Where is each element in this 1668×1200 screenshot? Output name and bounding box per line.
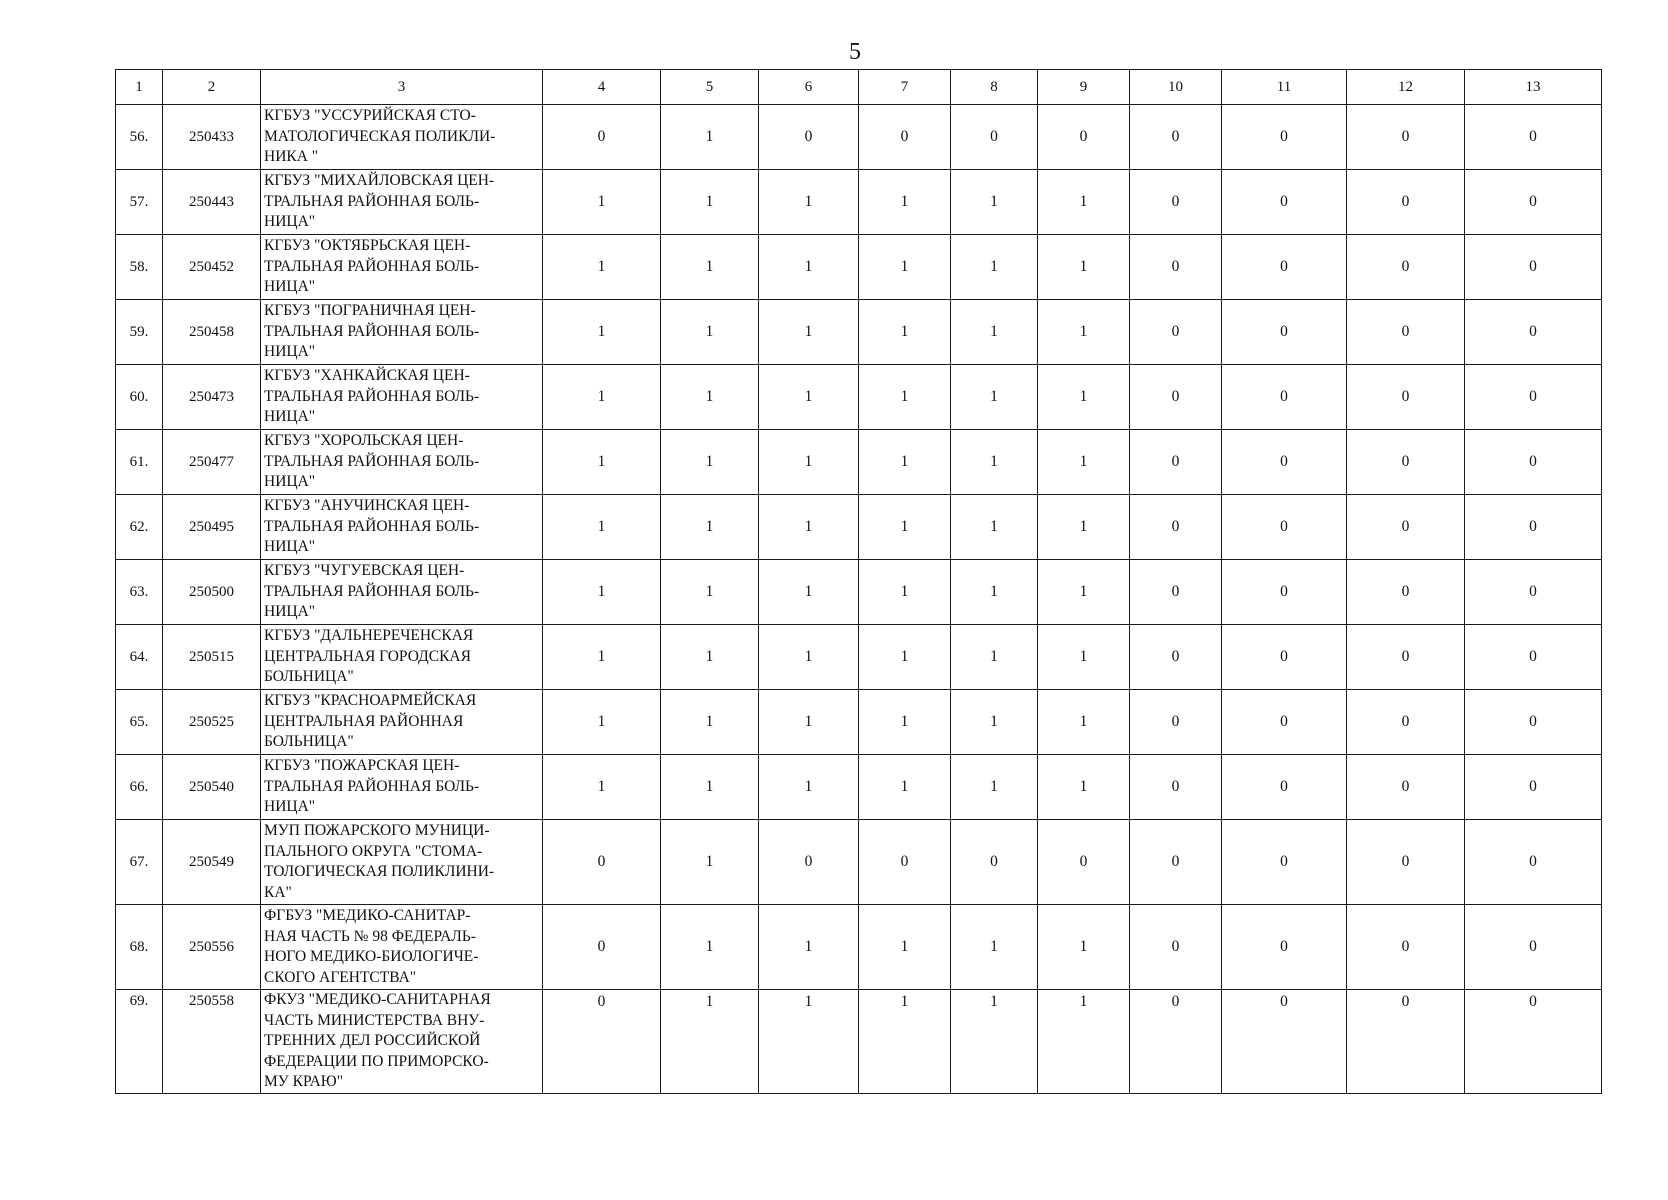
- organization-name: КГБУЗ "КРАСНОАРМЕЙСКАЯ ЦЕНТРАЛЬНАЯ РАЙОННАЯ БОЛЬНИЦА": [261, 690, 543, 755]
- organization-name: КГБУЗ "ХАНКАЙСКАЯ ЦЕН- ТРАЛЬНАЯ РАЙОННАЯ БОЛЬ- НИЦА": [261, 365, 543, 430]
- value-cell: 1: [661, 365, 759, 430]
- table-row: [116, 905, 1602, 990]
- column-header: 5: [661, 70, 759, 105]
- value-cell: 1: [1038, 560, 1130, 625]
- organization-name: КГБУЗ "АНУЧИНСКАЯ ЦЕН- ТРАЛЬНАЯ РАЙОННАЯ БОЛЬ- НИЦА": [261, 495, 543, 560]
- value-cell: 1: [859, 625, 951, 690]
- value-cell: 0: [1465, 235, 1602, 300]
- value-cell: 0: [1222, 625, 1347, 690]
- value-cell: 1: [661, 170, 759, 235]
- table-row: [116, 430, 1602, 495]
- organization-code: 250558: [163, 990, 261, 1094]
- value-cell: 1: [859, 365, 951, 430]
- value-cell: 1: [1038, 625, 1130, 690]
- header-row: [116, 70, 1602, 105]
- value-cell: 0: [1130, 560, 1222, 625]
- value-cell: 1: [661, 990, 759, 1094]
- value-cell: 1: [1038, 235, 1130, 300]
- value-cell: 1: [661, 105, 759, 170]
- value-cell: 0: [1130, 170, 1222, 235]
- value-cell: 0: [543, 990, 661, 1094]
- value-cell: 0: [1465, 365, 1602, 430]
- value-cell: 0: [1465, 820, 1602, 905]
- organization-name: КГБУЗ "ХОРОЛЬСКАЯ ЦЕН- ТРАЛЬНАЯ РАЙОННАЯ БОЛЬ- НИЦА": [261, 430, 543, 495]
- organization-name: ФКУЗ "МЕДИКО-САНИТАРНАЯ ЧАСТЬ МИНИСТЕРСТВА ВНУ- ТРЕННИХ ДЕЛ РОССИЙСКОЙ ФЕДЕРАЦИИ ПО ПРИМОРСКО- МУ КРАЮ": [261, 990, 543, 1094]
- value-cell: 1: [543, 365, 661, 430]
- value-cell: 0: [1130, 495, 1222, 560]
- page-number: 5: [849, 39, 861, 65]
- value-cell: 0: [1347, 365, 1465, 430]
- value-cell: 1: [543, 495, 661, 560]
- value-cell: 0: [1222, 820, 1347, 905]
- value-cell: 0: [1038, 820, 1130, 905]
- table-row: [116, 495, 1602, 560]
- value-cell: 0: [1222, 755, 1347, 820]
- organization-name: КГБУЗ "УССУРИЙСКАЯ СТО- МАТОЛОГИЧЕСКАЯ ПОЛИКЛИ- НИКА ": [261, 105, 543, 170]
- value-cell: 1: [543, 430, 661, 495]
- organization-code: 250495: [163, 495, 261, 560]
- value-cell: 1: [951, 905, 1038, 990]
- row-number: 65.: [116, 690, 163, 755]
- value-cell: 1: [661, 300, 759, 365]
- value-cell: 0: [1465, 625, 1602, 690]
- organization-name: КГБУЗ "ОКТЯБРЬСКАЯ ЦЕН- ТРАЛЬНАЯ РАЙОННАЯ БОЛЬ- НИЦА": [261, 235, 543, 300]
- column-header: 1: [116, 70, 163, 105]
- value-cell: 1: [759, 235, 859, 300]
- value-cell: 0: [1347, 690, 1465, 755]
- value-cell: 0: [1222, 990, 1347, 1094]
- organization-code: 250452: [163, 235, 261, 300]
- value-cell: 1: [759, 905, 859, 990]
- value-cell: 1: [1038, 365, 1130, 430]
- value-cell: 0: [1222, 690, 1347, 755]
- value-cell: 1: [1038, 690, 1130, 755]
- organization-code: 250443: [163, 170, 261, 235]
- value-cell: 0: [1347, 560, 1465, 625]
- value-cell: 1: [543, 560, 661, 625]
- value-cell: 1: [1038, 755, 1130, 820]
- value-cell: 1: [543, 170, 661, 235]
- column-header: 2: [163, 70, 261, 105]
- value-cell: 0: [1130, 755, 1222, 820]
- value-cell: 1: [543, 625, 661, 690]
- value-cell: 1: [543, 235, 661, 300]
- value-cell: 0: [1038, 105, 1130, 170]
- table-row: [116, 560, 1602, 625]
- value-cell: 1: [859, 560, 951, 625]
- value-cell: 1: [859, 170, 951, 235]
- value-cell: 0: [1347, 905, 1465, 990]
- value-cell: 0: [1347, 495, 1465, 560]
- table-body: [116, 105, 1602, 1094]
- value-cell: 0: [1465, 560, 1602, 625]
- value-cell: 0: [1222, 365, 1347, 430]
- value-cell: 0: [1130, 105, 1222, 170]
- column-header: 4: [543, 70, 661, 105]
- value-cell: 0: [1347, 170, 1465, 235]
- value-cell: 0: [1347, 625, 1465, 690]
- value-cell: 0: [1130, 990, 1222, 1094]
- value-cell: 1: [759, 690, 859, 755]
- value-cell: 1: [1038, 430, 1130, 495]
- value-cell: 1: [661, 905, 759, 990]
- value-cell: 1: [859, 690, 951, 755]
- value-cell: 1: [951, 430, 1038, 495]
- value-cell: 1: [859, 300, 951, 365]
- value-cell: 0: [1222, 105, 1347, 170]
- table-header: [116, 70, 1602, 105]
- value-cell: 1: [951, 755, 1038, 820]
- value-cell: 0: [543, 105, 661, 170]
- value-cell: 0: [1347, 300, 1465, 365]
- value-cell: 0: [1222, 560, 1347, 625]
- value-cell: 0: [1130, 365, 1222, 430]
- column-header: 11: [1222, 70, 1347, 105]
- value-cell: 0: [859, 820, 951, 905]
- value-cell: 1: [661, 560, 759, 625]
- organization-code: 250500: [163, 560, 261, 625]
- value-cell: 1: [1038, 300, 1130, 365]
- value-cell: 0: [759, 105, 859, 170]
- value-cell: 1: [951, 495, 1038, 560]
- row-number: 61.: [116, 430, 163, 495]
- value-cell: 1: [951, 235, 1038, 300]
- value-cell: 0: [1465, 690, 1602, 755]
- table-row: [116, 755, 1602, 820]
- value-cell: 1: [661, 820, 759, 905]
- value-cell: 0: [1465, 905, 1602, 990]
- value-cell: 1: [759, 365, 859, 430]
- value-cell: 1: [759, 755, 859, 820]
- value-cell: 1: [759, 560, 859, 625]
- column-header: 12: [1347, 70, 1465, 105]
- value-cell: 1: [661, 430, 759, 495]
- value-cell: 0: [951, 820, 1038, 905]
- table-row: [116, 170, 1602, 235]
- organization-name: КГБУЗ "ПОГРАНИЧНАЯ ЦЕН- ТРАЛЬНАЯ РАЙОННАЯ БОЛЬ- НИЦА": [261, 300, 543, 365]
- column-header: 9: [1038, 70, 1130, 105]
- value-cell: 0: [1130, 690, 1222, 755]
- value-cell: 1: [951, 625, 1038, 690]
- value-cell: 1: [1038, 170, 1130, 235]
- value-cell: 1: [859, 235, 951, 300]
- value-cell: 1: [759, 300, 859, 365]
- value-cell: 0: [1465, 170, 1602, 235]
- value-cell: 1: [951, 170, 1038, 235]
- value-cell: 0: [1465, 495, 1602, 560]
- value-cell: 0: [1347, 235, 1465, 300]
- organization-code: 250458: [163, 300, 261, 365]
- value-cell: 1: [661, 755, 759, 820]
- value-cell: 0: [1465, 990, 1602, 1094]
- value-cell: 0: [1222, 235, 1347, 300]
- value-cell: 0: [859, 105, 951, 170]
- table-row: [116, 365, 1602, 430]
- table-row: [116, 690, 1602, 755]
- column-header: 3: [261, 70, 543, 105]
- value-cell: 1: [859, 430, 951, 495]
- value-cell: 0: [1347, 430, 1465, 495]
- table-row: [116, 235, 1602, 300]
- organization-code: 250473: [163, 365, 261, 430]
- row-number: 58.: [116, 235, 163, 300]
- column-header: 8: [951, 70, 1038, 105]
- organization-code: 250477: [163, 430, 261, 495]
- value-cell: 1: [543, 755, 661, 820]
- value-cell: 1: [951, 990, 1038, 1094]
- value-cell: 1: [759, 495, 859, 560]
- value-cell: 1: [759, 990, 859, 1094]
- row-number: 68.: [116, 905, 163, 990]
- column-header: 6: [759, 70, 859, 105]
- value-cell: 1: [951, 560, 1038, 625]
- value-cell: 0: [951, 105, 1038, 170]
- organization-name: ФГБУЗ "МЕДИКО-САНИТАР- НАЯ ЧАСТЬ № 98 ФЕДЕРАЛЬ- НОГО МЕДИКО-БИОЛОГИЧЕ- СКОГО АГЕНТСТВА": [261, 905, 543, 990]
- value-cell: 0: [1222, 905, 1347, 990]
- value-cell: 1: [661, 495, 759, 560]
- organization-code: 250540: [163, 755, 261, 820]
- value-cell: 0: [1222, 495, 1347, 560]
- value-cell: 0: [1347, 990, 1465, 1094]
- value-cell: 0: [1130, 300, 1222, 365]
- table-row: [116, 990, 1602, 1094]
- value-cell: 0: [1222, 300, 1347, 365]
- row-number: 60.: [116, 365, 163, 430]
- row-number: 66.: [116, 755, 163, 820]
- organization-code: 250433: [163, 105, 261, 170]
- table-row: [116, 820, 1602, 905]
- value-cell: 1: [543, 300, 661, 365]
- value-cell: 0: [1465, 300, 1602, 365]
- value-cell: 1: [951, 300, 1038, 365]
- value-cell: 0: [1465, 430, 1602, 495]
- value-cell: 1: [859, 990, 951, 1094]
- value-cell: 0: [759, 820, 859, 905]
- organization-code: 250549: [163, 820, 261, 905]
- value-cell: 0: [1130, 235, 1222, 300]
- row-number: 57.: [116, 170, 163, 235]
- row-number: 69.: [116, 990, 163, 1094]
- value-cell: 1: [759, 625, 859, 690]
- row-number: 64.: [116, 625, 163, 690]
- row-number: 59.: [116, 300, 163, 365]
- column-header: 13: [1465, 70, 1602, 105]
- value-cell: 1: [759, 430, 859, 495]
- value-cell: 0: [1347, 755, 1465, 820]
- value-cell: 1: [543, 690, 661, 755]
- row-number: 67.: [116, 820, 163, 905]
- organization-code: 250556: [163, 905, 261, 990]
- value-cell: 0: [1347, 105, 1465, 170]
- value-cell: 1: [859, 905, 951, 990]
- organization-name: КГБУЗ "ДАЛЬНЕРЕЧЕНСКАЯ ЦЕНТРАЛЬНАЯ ГОРОДСКАЯ БОЛЬНИЦА": [261, 625, 543, 690]
- value-cell: 1: [661, 625, 759, 690]
- column-header: 7: [859, 70, 951, 105]
- organization-code: 250515: [163, 625, 261, 690]
- table-row: [116, 300, 1602, 365]
- organization-name: КГБУЗ "ПОЖАРСКАЯ ЦЕН- ТРАЛЬНАЯ РАЙОННАЯ БОЛЬ- НИЦА": [261, 755, 543, 820]
- value-cell: 1: [951, 365, 1038, 430]
- value-cell: 1: [859, 495, 951, 560]
- table-row: [116, 105, 1602, 170]
- column-header: 10: [1130, 70, 1222, 105]
- organization-name: МУП ПОЖАРСКОГО МУНИЦИ- ПАЛЬНОГО ОКРУГА "СТОМА- ТОЛОГИЧЕСКАЯ ПОЛИКЛИНИ- КА": [261, 820, 543, 905]
- value-cell: 1: [1038, 990, 1130, 1094]
- row-number: 63.: [116, 560, 163, 625]
- value-cell: 0: [1465, 755, 1602, 820]
- value-cell: 0: [543, 905, 661, 990]
- value-cell: 0: [1222, 430, 1347, 495]
- row-number: 62.: [116, 495, 163, 560]
- value-cell: 1: [859, 755, 951, 820]
- value-cell: 1: [759, 170, 859, 235]
- value-cell: 1: [951, 690, 1038, 755]
- organization-code: 250525: [163, 690, 261, 755]
- value-cell: 0: [1130, 430, 1222, 495]
- value-cell: 1: [661, 235, 759, 300]
- value-cell: 1: [1038, 905, 1130, 990]
- value-cell: 0: [1222, 170, 1347, 235]
- organization-name: КГБУЗ "ЧУГУЕВСКАЯ ЦЕН- ТРАЛЬНАЯ РАЙОННАЯ БОЛЬ- НИЦА": [261, 560, 543, 625]
- table-row: [116, 625, 1602, 690]
- value-cell: 0: [1130, 625, 1222, 690]
- value-cell: 0: [1130, 820, 1222, 905]
- value-cell: 1: [1038, 495, 1130, 560]
- value-cell: 0: [1465, 105, 1602, 170]
- value-cell: 1: [661, 690, 759, 755]
- value-cell: 0: [1347, 820, 1465, 905]
- value-cell: 0: [1130, 905, 1222, 990]
- row-number: 56.: [116, 105, 163, 170]
- value-cell: 0: [543, 820, 661, 905]
- organization-name: КГБУЗ "МИХАЙЛОВСКАЯ ЦЕН- ТРАЛЬНАЯ РАЙОННАЯ БОЛЬ- НИЦА": [261, 170, 543, 235]
- registry-table: [115, 69, 1602, 1094]
